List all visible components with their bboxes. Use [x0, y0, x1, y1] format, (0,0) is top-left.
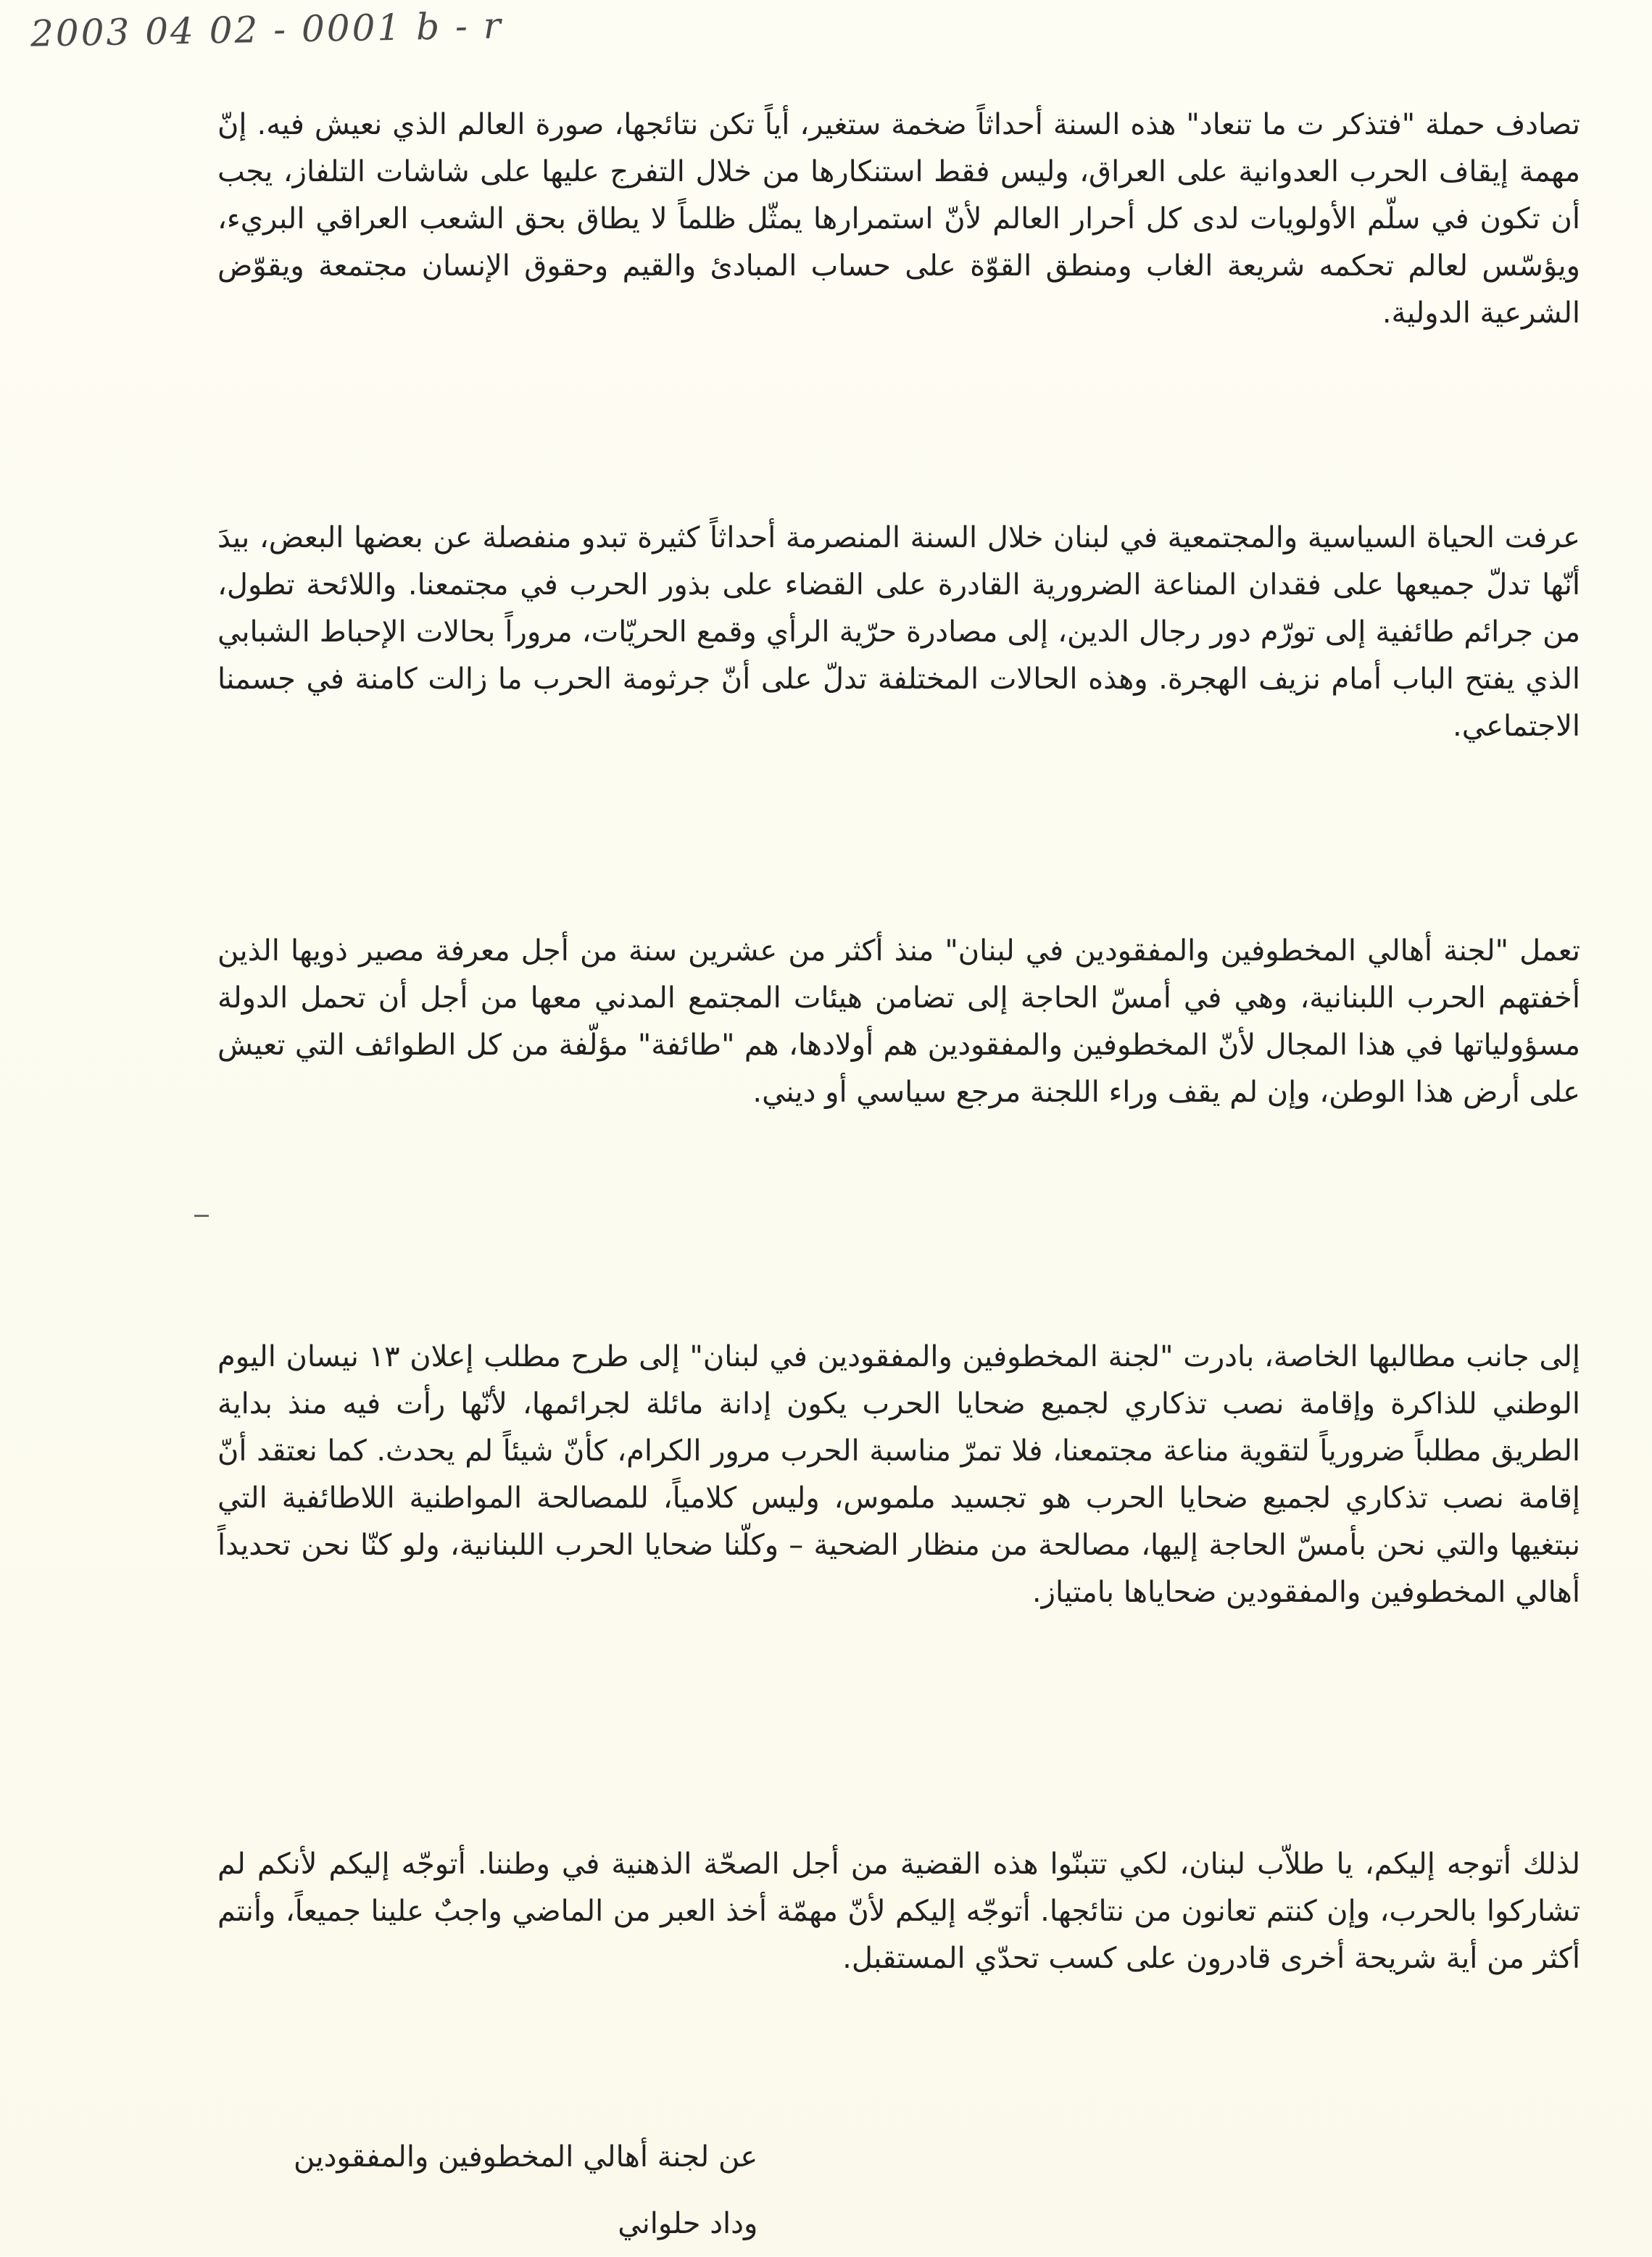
signature-organization: عن لجنة أهالي المخطوفين والمفقودين [294, 2140, 758, 2174]
paragraph-3: تعمل "لجنة أهالي المخطوفين والمفقودين في لبنان" منذ أكثر من عشرين سنة من أجل معرفة مصير ذويها الذين أخفتهم الحرب اللبنانية، وهي في أمسّ الحاجة إلى تضامن هيئات المجتمع المدني معها من أجل أن تحمل الدولة مسؤولياتها في هذا المجال لأنّ المخطوفين والمفقودين هم أولادها، هم "طائفة" مؤلّفة من كل الطوائف التي تعيش على أرض هذا الوطن، وإن لم يقف وراء اللجنة مرجع سياسي أو ديني. [217, 934, 1580, 1109]
paragraph-2: عرفت الحياة السياسية والمجتمعية في لبنان خلال السنة المنصرمة أحداثاً كثيرة تبدو منفصلة عن بعضها البعض، بيدَ أنّها تدلّ جميعها على فقدان المناعة الضرورية القادرة على القضاء على بذور الحرب في مجتمعنا. واللائحة تطول، من جرائم طائفية إلى تورّم دور رجال الدين، إلى مصادرة حرّية الرأي وقمع الحريّات، مروراً بحالات الإحباط الشبابي الذي يفتح الباب أمام نزيف الهجرة. وهذه الحالات المختلفة تدلّ على أنّ جرثومة الحرب ما زالت كامنة في جسمنا الاجتماعي. [217, 521, 1580, 743]
document-reference-code: 2003 04 02 - 0001 b - r [30, 4, 504, 55]
signatory-name: وداد حلواني [618, 2207, 758, 2240]
paragraph-1: تصادف حملة "فتذكر ت ما تنعاد" هذه السنة أحداثاً ضخمة ستغير، أياً تكن نتائجها، صورة العالم الذي نعيش فيه. إنّ مهمة إيقاف الحرب العدوانية على العراق، وليس فقط استنكارها من خلال التفرج عليها على شاشات التلفاز، يجب أن تكون في سلّم الأولويات لدى كل أحرار العالم لأنّ استمرارها يمثّل ظلماً لا يطاق بحق الشعب العراقي البريء، ويؤسّس لعالم تحكمه شريعة الغاب ومنطق القوّة على حساب المبادئ والقيم وحقوق الإنسان مجتمعة ويقوّض الشرعية الدولية. [217, 108, 1580, 330]
signature-block [294, 2124, 757, 2257]
paragraph-5: لذلك أتوجه إليكم، يا طلاّب لبنان، لكي تتبنّوا هذه القضية من أجل الصحّة الذهنية في وطننا. أتوجّه إليكم لأنكم لم تشاركوا بالحرب، وإن كنتم تعانون من نتائجها. أتوجّه إليكم لأنّ مهمّة أخذ العبر من الماضي واجبٌ علينا جميعاً، وأنتم أكثر من أية شريحة أخرى قادرون على كسب تحدّي المستقبل. [217, 1847, 1580, 1975]
paragraph-4: إلى جانب مطالبها الخاصة، بادرت "لجنة المخطوفين والمفقودين في لبنان" إلى طرح مطلب إعلان ١٣ نيسان اليوم الوطني للذاكرة وإقامة نصب تذكاري لجميع ضحايا الحرب يكون إدانة مائلة لجرائمها، لأنّها رأت فيه منذ بداية الطريق مطلباً ضرورياً لتقوية مناعة مجتمعنا، فلا تمرّ مناسبة الحرب مرور الكرام، كأنّ شيئاً لم يحدث. كما نعتقد أنّ إقامة نصب تذكاري لجميع ضحايا الحرب هو تجسيد ملموس، وليس كلامياً، للمصالحة المواطنية اللاطائفية التي نبتغيها والتي نحن بأمسّ الحاجة إليها، مصالحة من منظار الضحية – وكلّنا ضحايا الحرب اللبنانية، ولو كنّا نحن تحديداً أهالي المخطوفين والمفقودين ضحاياها بامتياز. [217, 1340, 1580, 1609]
margin-mark [194, 1215, 209, 1217]
